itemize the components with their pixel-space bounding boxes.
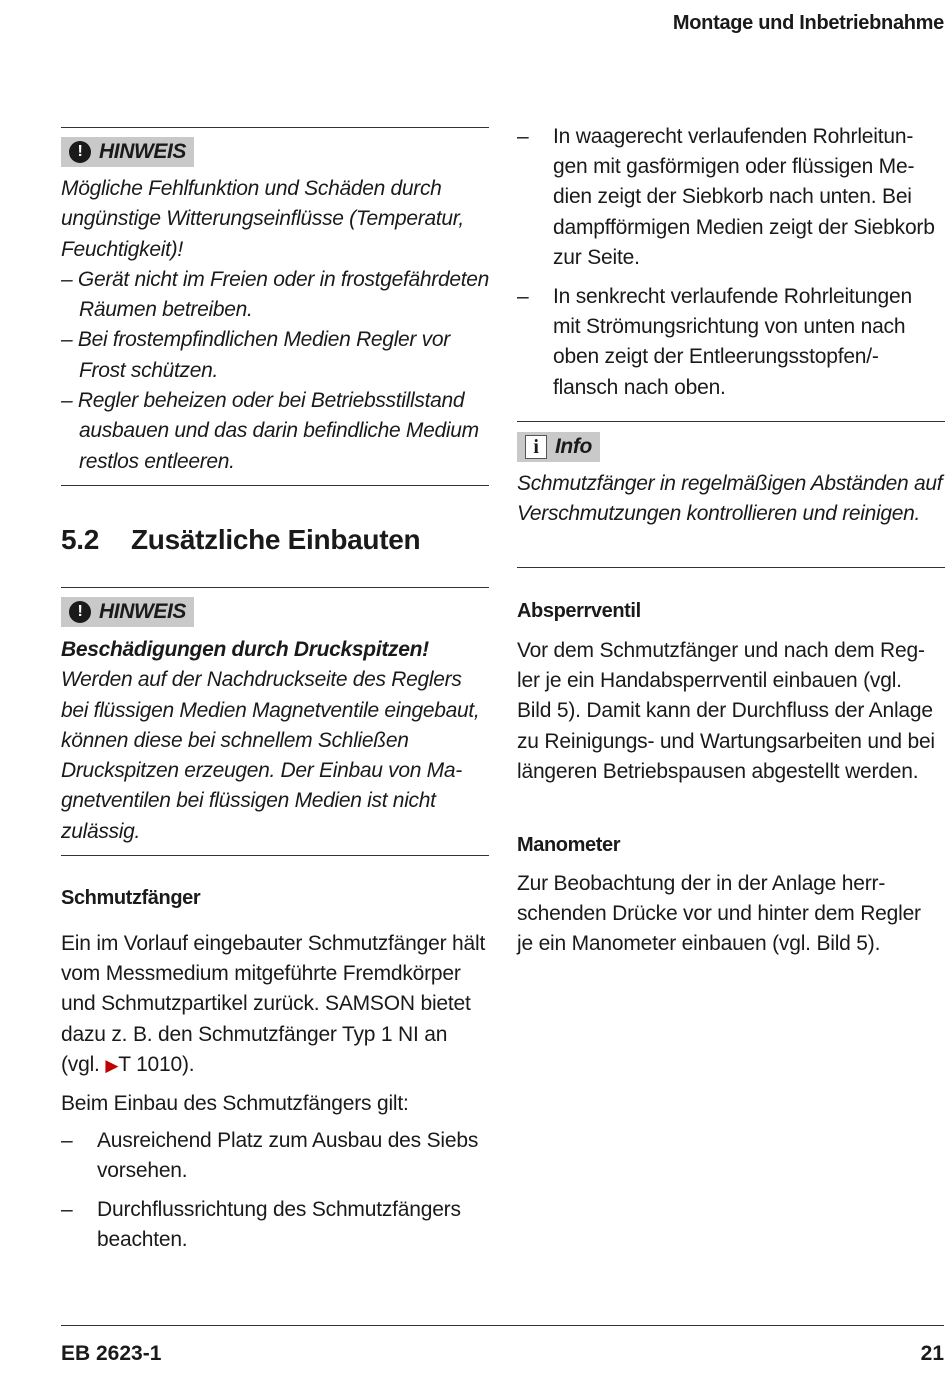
list-item: – Ausreichend Platz zum Ausbau des Siebs vorsehen. [61,1126,489,1186]
notice-badge-label: HINWEIS [99,140,187,163]
schmutzfaenger-para: Beim Einbau des Schmutzfängers gilt: [61,1092,409,1116]
strainer-orientation-list [517,122,937,403]
manometer-body: Zur Beobachtung der in der Anlage herrschenden Drücke vor und hinter dem Regler je ein Manometer einbauen (vgl. Bild 5). [517,872,921,956]
section-number: 5.2 [61,524,100,555]
notice-line: – Regler beheizen oder bei Betriebsstillstand ausbauen und das darin befindliche Medium restlos entleeren. [61,389,479,473]
info-top-rule [517,421,945,422]
doc-reference-link[interactable]: T 1010 [118,1052,182,1076]
info-text: Schmutzfänger in regelmäßigen Abständen auf Verschmutzungen kontrollieren und reinigen. [517,472,943,526]
info-badge [517,432,600,462]
page-footer [61,1325,944,1365]
notice-badge-label: HINWEIS [99,600,187,623]
document-number: EB 2623-1 [61,1342,162,1365]
notice-bold-line: Beschädigungen durch Druckspitzen! [61,638,429,661]
notice-top-rule [61,127,489,128]
notice-line: – Bei frostempfindlichen Medien Regler vor Frost schützen. [61,328,450,382]
absperrventil-heading: Absperrventil [517,600,641,622]
list-item: – Durchflussrichtung des Schmutzfängers beachten. [61,1195,489,1255]
exclamation-icon: ! [69,601,91,623]
notice-line: Mögliche Fehlfunktion und Schäden durch ungünstige Witterungseinflüsse (Temperatur, Feuchtigkeit)! [61,177,464,261]
manometer-heading: Manometer [517,834,621,856]
notice-badge [61,597,194,627]
schmutzfaenger-list [61,1126,489,1255]
running-header: Montage und Inbetriebnahme [672,12,944,34]
reference-arrow-icon: ▶ [105,1055,119,1075]
section-heading [61,524,420,556]
info-badge-label: Info [555,435,592,458]
notice-line: – Gerät nicht im Freien oder in frostgefährdeten Räumen betreiben. [61,267,489,322]
list-item: – In senkrecht verlaufende Rohrleitungen mit Strömungsrichtung von unten nach oben zeigt der Entleerungsstopfen/-flansch nach oben. [517,282,937,403]
page-number: 21 [920,1342,944,1365]
info-bottom-rule [517,567,945,568]
notice-body: Werden auf der Nachdruckseite des Reglers bei flüssigen Medien Magnetventile eingebaut, können diese bei schnellem Schließen Druckspitzen erzeugen. Der Einbau von Magnetventilen bei flüssigen Medien ist nicht zulässig. [61,668,480,843]
schmutzfaenger-heading: Schmutzfänger [61,887,201,909]
schmutzfaenger-para: Ein im Vorlauf eingebauter Schmutzfänger hält vom Messmedium mitgeführte Fremdkörper und Schmutzpartikel zurück. SAMSON bietet dazu z. B. den Schmutzfänger Typ 1 NI an (vgl. ▶T 1010). [61,932,486,1076]
list-item: – In waagerecht verlaufenden Rohrleitungen mit gasförmigen oder flüssigen Medien zeigt der Siebkorb nach unten. Bei dampfförmigen Medien zeigt der Siebkorb zur Seite. [517,122,937,273]
notice-bottom-rule [61,485,489,486]
notice-top-rule [61,587,489,588]
notice-text [61,174,489,477]
exclamation-icon: ! [69,141,91,163]
absperrventil-body: Vor dem Schmutzfänger und nach dem Regler je ein Handabsperrventil einbauen (vgl. Bild 5). Damit kann der Durchfluss der Anlage zu Reinigungs- und Wartungsarbeiten und bei längeren Betriebspausen abgestellt werden. [517,639,935,783]
notice-badge [61,137,194,167]
schmutzfaenger-body [61,929,489,1255]
notice-text [61,635,489,847]
info-icon: i [525,435,547,459]
notice-bottom-rule [61,855,489,856]
section-title: Zusätzliche Einbauten [131,524,421,555]
